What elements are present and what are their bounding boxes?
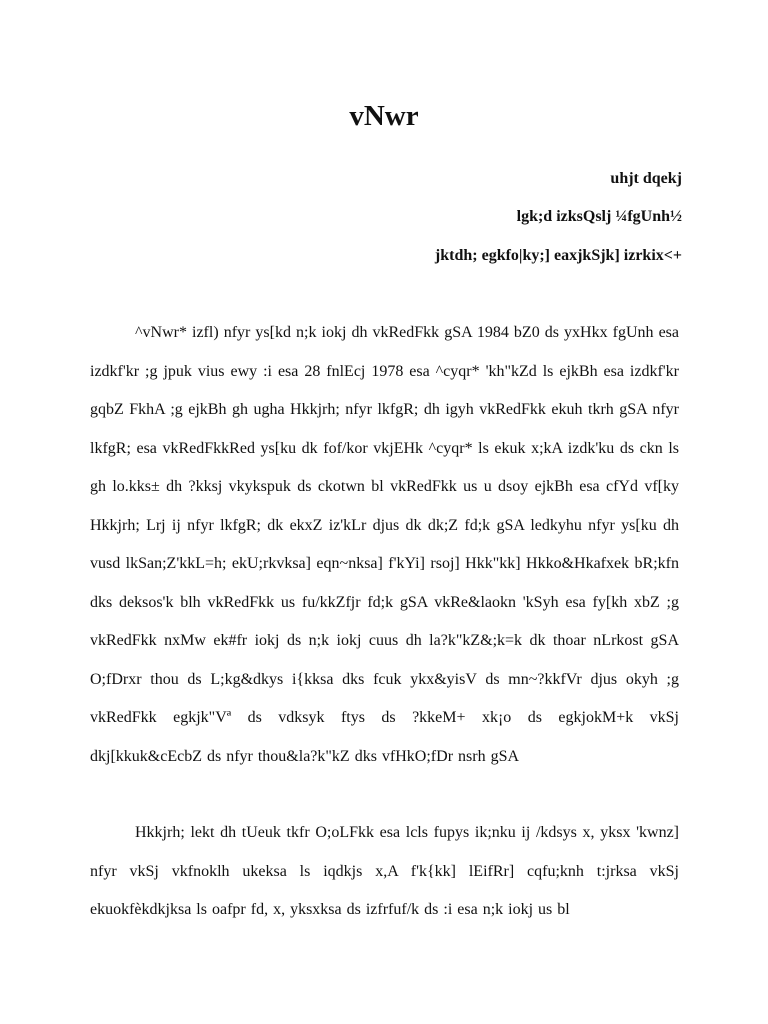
author-institution: jktdh; egkfo|ky;] eaxjkSjk] izrkix<+ — [434, 247, 682, 264]
body-paragraph-1: ^vNwr* izfl) nfyr ys[kd n;k iokj dh vkRedFkk gSA 1984 bZ0 ds yxHkx fgUnh esa izdkf'kr ;g jpuk vius ewy :i esa 28 fnlEcj 1978 esa ^cyqr* 'kh"kZd ls ejkBh esa izdkf'kr gqbZ FkhA ;g ejkBh gh ugha Hkkjrh; nfyr lkfgR; dh igyh vkRedFkk ekuh tkrh gSA nfyr lkfgR; esa vkRedFkkRed ys[ku dk fof/kor vkjEHk ^cyqr* ls ekuk x;kA izdk'ku ds ckn ls gh lo.kks± dh ?kksj vkykspuk ds ckotwn bl vkRedFkk us u dsoy ejkBh esa cfYd vf[ky Hkkjrh; Lrj ij nfyr lkfgR; dk ekxZ iz'kLr djus dk dk;Z fd;k gSA ledkyhu nfyr ys[ku dh vusd lkSan;Z'kkL=h; ekU;rkvksa] eqn~nksa] f'kYi] rsoj] Hkk"kk] Hkko&Hkafxek bR;kfn dks deksos'k blh vkRedFkk us fu/kkZfjr fd;k gSA vkRe&laokn 'kSyh esa fy[kh xbZ ;g vkRedFkk nxMw ek#fr iokj ds n;k iokj cuus dh la?k"kZ&;k=k dk thoar nLrkost gSA O;fDrxr thou ds L;kg&dkys i{kksa dks fcuk ykx&yisV ds mn~?kkfVr djus okyh ;g vkRedFkk egkjk"Vª ds vdksyk ftys ds ?kkeM+ xk¡o ds egkjokM+k vkSj dkj[kkuk&cEcbZ ds nfyr thou&la?k"kZ dks vfHkO;fDr nsrh gSA — [90, 324, 679, 765]
author-name: uhjt dqekj — [610, 170, 682, 187]
author-designation: lgk;d izksQslj ¼fgUnh½ — [516, 208, 682, 225]
body-paragraph-2: Hkkjrh; lekt dh tUeuk tkfr O;oLFkk esa lcls fupys ik;nku ij /kdsys x, yksx 'kwnz] nfyr vkSj vkfnoklh ukeksa ls iqdkjs x,A f'k{kk] lEifRr] cqfu;knh t:jrksa vkSj ekuokfèkdkjksa ls oafpr fd, x, yksxksa ds izfrfuf/k ds :i esa n;k iokj us bl — [90, 824, 679, 918]
document-title: vNwr — [349, 100, 419, 132]
